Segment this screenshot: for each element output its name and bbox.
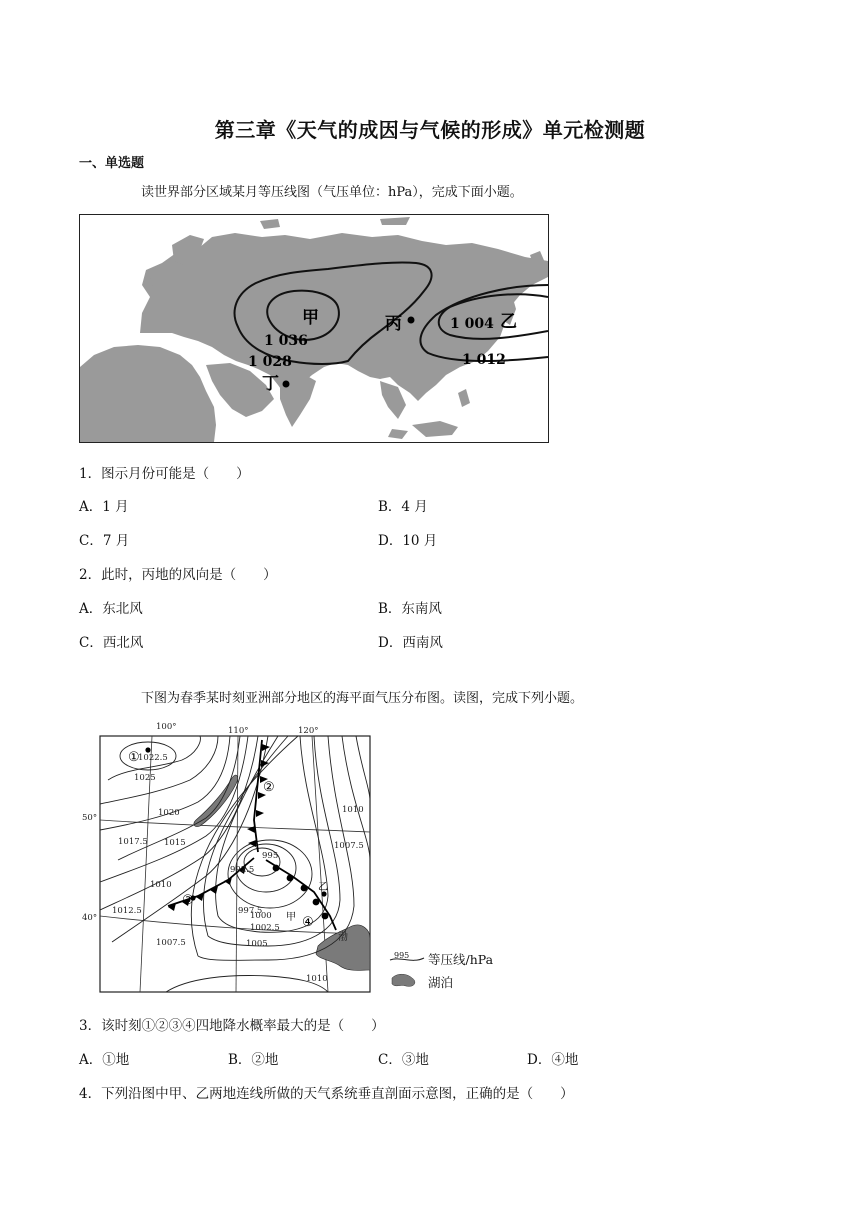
question-1-option-a[interactable]: A．1 月 <box>79 499 129 515</box>
question-1-option-d[interactable]: D．10 月 <box>378 533 438 549</box>
val-1010-a: 1010 <box>150 880 172 890</box>
legend-lake-icon <box>392 974 415 986</box>
label-1004: 1 004 <box>450 316 494 332</box>
label-1028: 1 028 <box>248 354 292 370</box>
document-title: 第三章《天气的成因与气候的形成》单元检测题 <box>214 118 646 142</box>
question-3-option-d[interactable]: D．④地 <box>527 1052 579 1068</box>
val-1010-b: 1010 <box>342 805 364 815</box>
question-3-option-a[interactable]: A．①地 <box>79 1052 130 1068</box>
label-point-2: ② <box>263 780 275 795</box>
label-yi: 乙 <box>500 312 517 332</box>
lat-40: 40° <box>82 913 98 923</box>
val-1015: 1015 <box>164 838 186 848</box>
val-1017-5: 1017.5 <box>118 837 148 847</box>
intro-text-1: 读世界部分区域某月等压线图（气压单位：hPa），完成下面小题。 <box>141 185 523 200</box>
question-2-option-d[interactable]: D．西南风 <box>378 635 443 651</box>
val-1025: 1025 <box>134 773 156 783</box>
val-995: 995 <box>262 851 279 861</box>
question-2-option-c[interactable]: C．西北风 <box>79 635 144 651</box>
val-992-5: 992.5 <box>230 865 255 875</box>
label-yi-2: 乙 <box>318 882 328 893</box>
val-1007-5-a: 1007.5 <box>156 938 186 948</box>
label-bing: 丙 <box>385 314 402 334</box>
point-1-marker <box>145 747 150 752</box>
label-bohai: 渤 <box>338 932 348 943</box>
val-1020: 1020 <box>158 808 180 818</box>
val-1012-5: 1012.5 <box>112 906 142 916</box>
question-4-stem: 4．下列沿图中甲、乙两地连线所做的天气系统垂直剖面示意图，正确的是（ ） <box>79 1086 574 1102</box>
legend-lake-label: 湖泊 <box>428 975 454 990</box>
lon-110: 110° <box>228 726 249 736</box>
question-2-stem: 2．此时，丙地的风向是（ ） <box>79 567 277 583</box>
lon-100: 100° <box>156 722 177 732</box>
label-1012: 1 012 <box>462 352 506 368</box>
question-1-option-c[interactable]: C．7 月 <box>79 533 130 549</box>
label-jia-2: 甲 <box>286 912 296 923</box>
val-1005: 1005 <box>246 939 268 949</box>
label-point-4: ④ <box>302 915 314 930</box>
lat-50: 50° <box>82 813 98 823</box>
label-point-1: ① <box>128 750 140 765</box>
val-1022-5: 1022.5 <box>138 753 168 763</box>
question-3-stem: 3．该时刻①②③④四地降水概率最大的是（ ） <box>79 1018 385 1034</box>
point-bing-marker <box>408 317 415 324</box>
legend-isobar-label: 等压线/hPa <box>428 952 494 967</box>
legend-isobar-value: 995 <box>394 951 410 960</box>
isobar-map-eurasia <box>79 214 549 443</box>
lon-120: 120° <box>298 726 319 736</box>
question-1-option-b[interactable]: B．4 月 <box>378 499 428 515</box>
map2-legend <box>390 951 494 990</box>
question-3-option-b[interactable]: B．②地 <box>228 1052 279 1068</box>
label-point-3: ③ <box>182 893 194 908</box>
question-3-option-c[interactable]: C．③地 <box>378 1052 429 1068</box>
label-jia: 甲 <box>302 308 319 328</box>
val-1002-5: 1002.5 <box>250 923 280 933</box>
val-1010-c: 1010 <box>306 974 328 984</box>
section-heading: 一、单选题 <box>79 156 145 171</box>
isobar-map-svg <box>80 215 548 442</box>
val-1007-5-b: 1007.5 <box>334 841 364 851</box>
point-ding-marker <box>283 381 290 388</box>
pressure-map-asia <box>78 720 518 1000</box>
val-997-5: 997.5 <box>238 906 263 916</box>
question-2-option-a[interactable]: A．东北风 <box>79 601 143 617</box>
question-1-stem: 1．图示月份可能是（ ） <box>79 466 250 482</box>
intro-text-2: 下图为春季某时刻亚洲部分地区的海平面气压分布图。读图，完成下列小题。 <box>141 691 584 706</box>
val-1000: 1000 <box>250 911 272 921</box>
question-2-option-b[interactable]: B．东南风 <box>378 601 442 617</box>
label-1036: 1 036 <box>264 333 308 349</box>
pressure-map-svg <box>78 720 518 1000</box>
label-ding: 丁 <box>262 374 279 394</box>
